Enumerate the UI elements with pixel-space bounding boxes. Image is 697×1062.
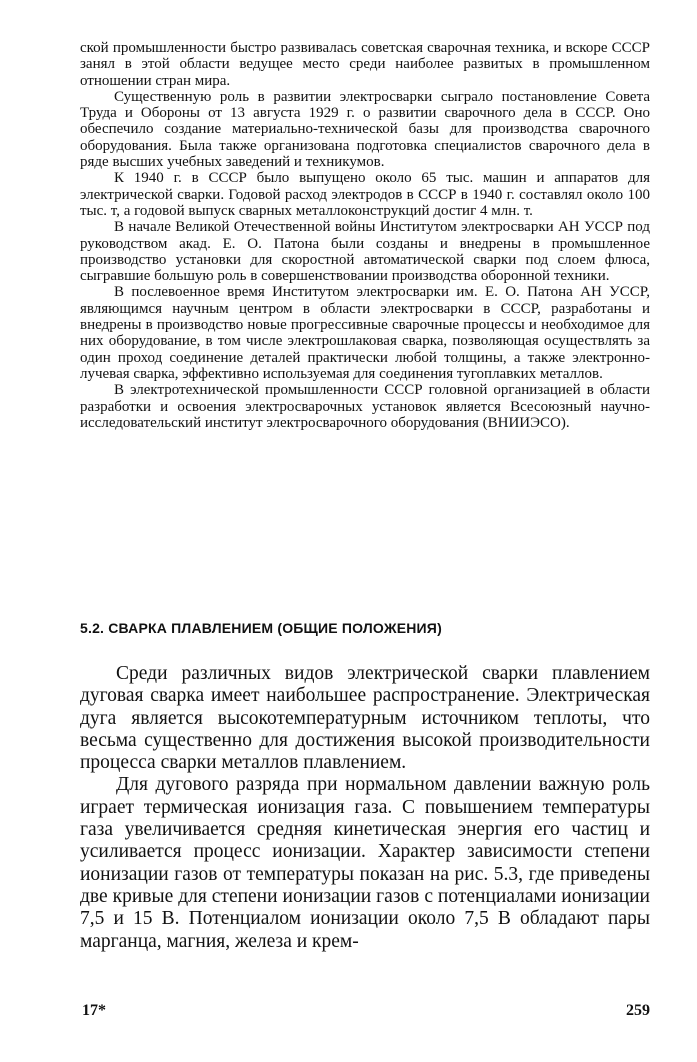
paragraph-war-period: В начале Великой Отечественной войны Институтом электросварки АН УССР под руководством акад. Е. О. Патона были созданы и внедрены в промышленное производство установки для скоростной автоматической сварки под слоем флюса, сыгравшие большую роль в совершенствовании производства оборонной техники. xyxy=(80,219,650,285)
page-number: 259 xyxy=(626,1002,650,1019)
upper-text-block xyxy=(80,40,650,431)
paragraph-postwar: В послевоенное время Институтом электросварки им. Е. О. Патона АН УССР, являющимся научным центром в области электросварки в СССР, разработаны и внедрены в производство новые прогрессивные сварочные процессы и необходимое для них оборудование, в том числе электрошлаковая сварка, позволяющая осуществлять за один проход соединение деталей практически любой толщины, а также электронно-лучевая сварка, эффективно используемая для соединения тугоплавких металлов. xyxy=(80,284,650,382)
paragraph-vniieso: В электротехнической промышленности СССР головной организацией в области разработки и освоения электросварочных установок является Всесоюзный научно-исследовательский институт электросварочного оборудования (ВНИИЭСО). xyxy=(80,382,650,431)
signature-mark: 17* xyxy=(82,1002,106,1019)
paragraph-continuation: ской промышленности быстро развивалась советская сварочная техника, и вскоре СССР занял в этой области ведущее место среди наиболее развитых в промышленном отношении стран мира. xyxy=(80,40,650,89)
paragraph-ionization: Для дугового разряда при нормальном давлении важную роль играет термическая ионизация газа. С повышением температуры газа увеличивается средняя кинетическая энергия его частиц и усиливается процесс ионизации. Характер зависимости степени ионизации газов от температуры показан на рис. 5.3, где приведены две кривые для степени ионизации газов с потенциалами ионизации 7,5 и 15 В. Потенциалом ионизации около 7,5 В обладают пары марганца, магния, железа и крем- xyxy=(80,774,650,952)
section-heading: 5.2. СВАРКА ПЛАВЛЕНИЕМ (ОБЩИЕ ПОЛОЖЕНИЯ) xyxy=(80,620,442,636)
paragraph-arc-welding: Среди различных видов электрической сварки плавлением дуговая сварка имеет наибольшее распространение. Электрическая дуга является высокотемпературным источником теплоты, что весьма существенно для достижения высокой производительности процесса сварки металлов плавлением. xyxy=(80,663,650,774)
paragraph-1940-output: К 1940 г. в СССР было выпущено около 65 тыс. машин и аппаратов для электрической сварки. Годовой расход электродов в СССР в 1940 г. составлял около 100 тыс. т, а годовой выпуск сварных металлоконструкций достиг 4 млн. т. xyxy=(80,170,650,219)
paragraph-sto-decree: Существенную роль в развитии электросварки сыграло постановление Совета Труда и Обороны от 13 августа 1929 г. о развитии сварочного дела в СССР. Оно обеспечило создание материально-технической базы для производства сварочного оборудования. Была также организована подготовка специалистов сварочного дела в ряде высших учебных заведений и техникумов. xyxy=(80,88,650,171)
lower-text-block xyxy=(80,663,650,953)
